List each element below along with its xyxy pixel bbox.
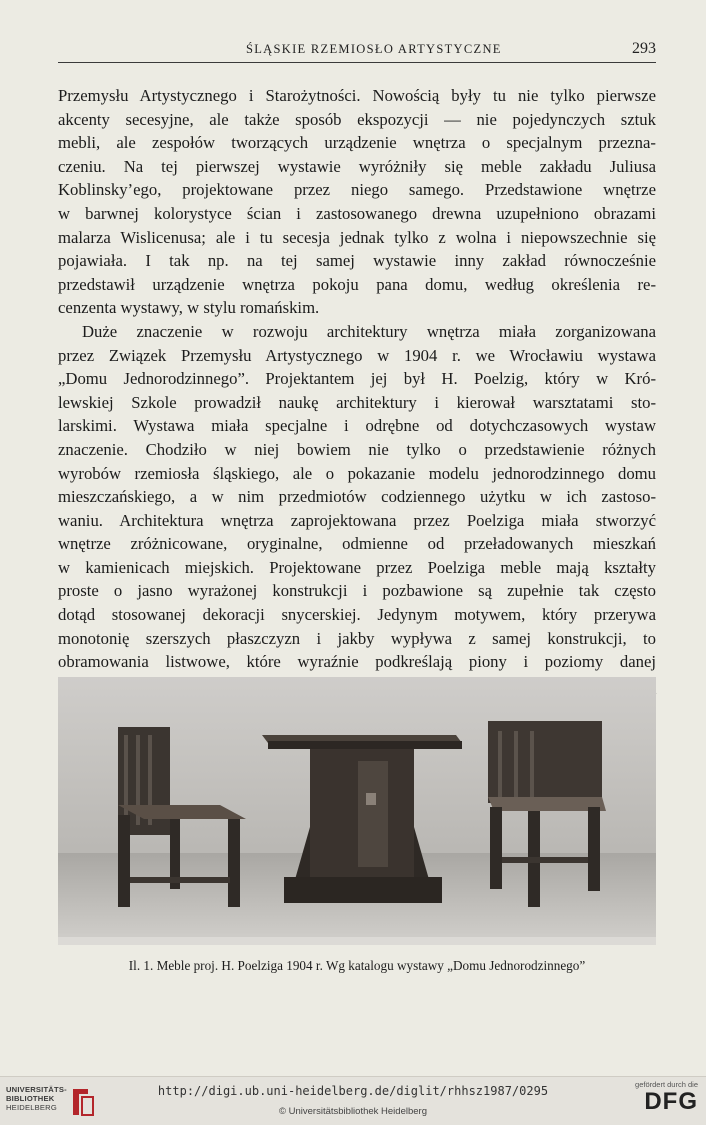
running-header (58, 40, 656, 63)
paragraph-line: proste o jasno wyrażonej konstrukcji i pozbawione są zupełnie tak często (58, 581, 656, 601)
paragraph-line: wnętrze zróżnicowane, oryginalne, odmienne od przeładowanych mieszkań (58, 534, 656, 554)
paragraph-line: akcenty secesyjne, ale także sposób ekspozycji — nie pojedynczych sztuk (58, 109, 656, 129)
paragraph-line: w barwnej kolorystyce ścian i zastosowanego drewna uzupełniono obrazami (58, 203, 656, 223)
figure-caption: Il. 1. Meble proj. H. Poelziga 1904 r. Wg katalogu wystawy „Domu Jednorodzinnego” (128, 958, 586, 973)
paragraph-line: cenzenta wystawy, w stylu romańskim. (58, 298, 320, 318)
permalink-url[interactable]: http://digi.ub.uni-heidelberg.de/diglit/rhhsz1987/0295 (157, 1084, 549, 1098)
paragraph-line: dotąd stosowanej dekoracji snycerskiej. Jedynym motywem, który przerywa (58, 605, 656, 625)
paragraph-line: przez Związek Przemysłu Artystycznego w 1904 r. we Wrocławiu wystawa (58, 345, 656, 365)
page-number: 293 (632, 40, 656, 57)
paragraph-line: waniu. Architektura wnętrza zaprojektowana przez Poelziga miała stworzyć (58, 510, 656, 530)
library-name-line: BIBLIOTHEK (6, 1094, 55, 1103)
paragraph-line: Koblinsky’ego, projektowane przez niego samego. Przedstawione wnętrze (58, 180, 656, 200)
paragraph-line: znaczenie. Chodziło w niej bowiem nie tylko o przedstawienie różnych (58, 439, 656, 459)
paragraph-line: monotonię szerszych płaszczyzn i jakby wypływa z samej konstrukcji, to (58, 628, 656, 648)
paragraph-line: mebli, ale zespołów tworzących urządzenie wnętrza o specjalnym przezna- (58, 133, 656, 153)
paragraph-line: „Domu Jednorodzinnego”. Projektantem jej był H. Poelzig, który w Kró- (58, 369, 656, 389)
paragraph-line: pojawiała. I tak np. na tej samej wystawie inny zakład równocześnie (58, 251, 656, 271)
digitization-footer (0, 1076, 706, 1125)
paragraph-line: malarza Wislicenusa; ale i tu secesja jednak tylko z wolna i niepowszechnie się (58, 227, 656, 247)
dfg-logo: DFG (644, 1088, 698, 1115)
paragraph-line: Przemysłu Artystycznego i Starożytności. Nowością były tu nie tylko pierwsze (58, 86, 656, 105)
sponsor-label: gefördert durch die (635, 1080, 698, 1089)
paragraph-line: przedstawił urządzenie wnętrza pokoju pana domu, według określenia re- (58, 274, 656, 294)
library-name-line: HEIDELBERG (6, 1103, 57, 1112)
running-title: ŚLĄSKIE RZEMIOSŁO ARTYSTYCZNE (246, 42, 502, 56)
body-text (58, 84, 656, 697)
paragraph-line: Duże znaczenie w rozwoju architektury wnętrza miała zorganizowana (82, 321, 656, 341)
paragraph-line: czeniu. Na tej pierwszej wystawie wyróżniły się meble zakładu Juliusa (58, 156, 656, 176)
paragraph-line: w kamienicach miejskich. Projektowane przez Poelziga meble mają kształty (58, 557, 656, 577)
paragraph-line: obramowania listwowe, które wyraźnie podkreślają piony i poziomy danej (58, 652, 656, 672)
library-name-line: UNIVERSITÄTS- (6, 1085, 67, 1094)
paragraph-line: larskimi. Wystawa miała specjalne i odrębne od dotychczasowych wystaw (58, 416, 656, 436)
furniture-photo (58, 677, 656, 945)
copyright-notice: © Universitätsbibliothek Heidelberg (279, 1106, 427, 1117)
dfg-sponsor-logo[interactable] (618, 1080, 698, 1122)
paragraph-line: lewskiej Szkole prowadził naukę architektury i kierował warsztatami sto- (58, 392, 656, 412)
paragraph-line: mieszczańskiego, a w nim przedmiotów codziennego użytku w ich zastoso- (58, 487, 656, 507)
paragraph-line: wyrobów rzemiosła śląskiego, ale o pokazanie modelu jednorodzinnego domu (58, 463, 656, 483)
